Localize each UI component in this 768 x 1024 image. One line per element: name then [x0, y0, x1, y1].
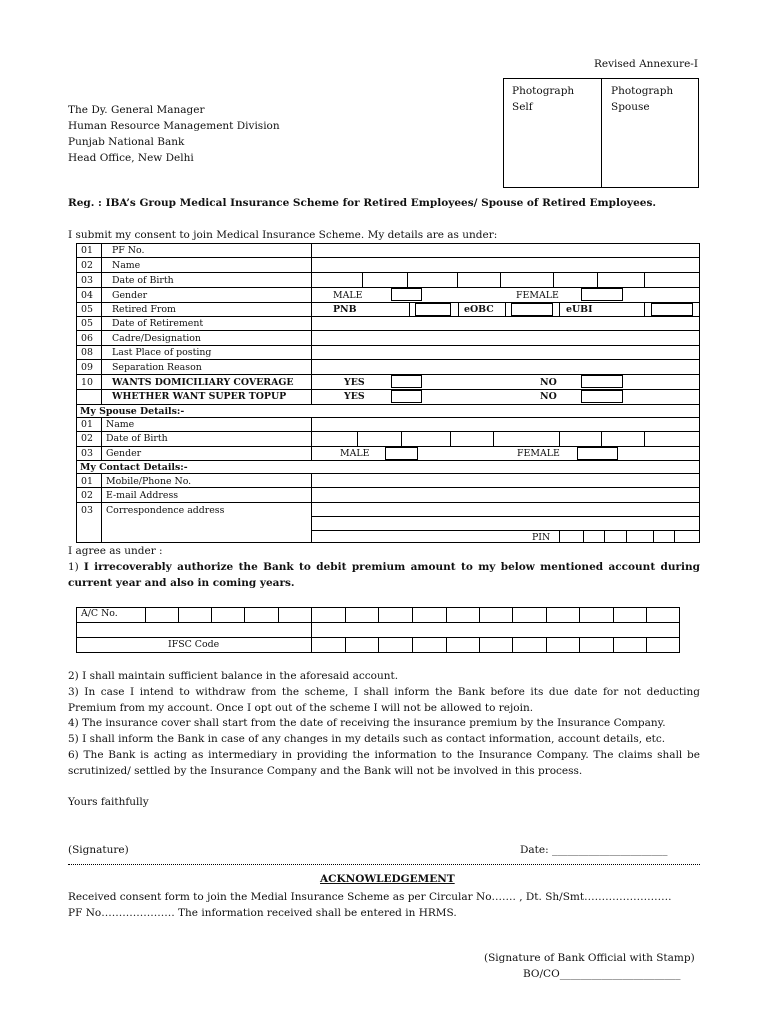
spouse-option-male: MALE — [340, 448, 370, 459]
row-no: 10 — [81, 377, 93, 388]
agree-heading: I agree as under : — [68, 545, 163, 557]
ac-no-label: A/C No. — [81, 608, 118, 619]
row-no: 02 — [81, 260, 93, 271]
option-eubi: eUBI — [566, 304, 593, 315]
addressee-block: The Dy. General Manager Human Resource Management Division Punjab National Bank Head Office, New Delhi — [68, 104, 280, 164]
option-pnb: PNB — [333, 304, 357, 315]
option-eobc: eOBC — [464, 304, 494, 315]
subject-line: Reg. : IBA’s Group Medical Insurance Scheme for Retired Employees/ Spouse of Retired Employees. — [68, 197, 657, 209]
clause-6: 6) The Bank is acting as intermediary in providing the information to the Insurance Company. The claims shall be scrutinized/ settled by the Insurance Company and the Bank will not be involved in this process. — [68, 749, 700, 777]
contact-label-address: Correspondence address — [106, 505, 225, 516]
row-no: 06 — [81, 333, 93, 344]
photo-spouse-label: Photograph Spouse — [611, 85, 674, 113]
option-female: FEMALE — [516, 290, 559, 301]
label-date-of-retirement: Date of Retirement — [112, 318, 204, 329]
male-checkbox[interactable] — [391, 288, 422, 301]
clause-5: 5) I shall inform the Bank in case of any changes in my details such as contact information, account details, etc. — [68, 733, 666, 745]
option-no: NO — [540, 391, 557, 402]
topup-yes-checkbox[interactable] — [391, 390, 422, 403]
pnb-checkbox[interactable] — [415, 303, 451, 316]
domiciliary-no-checkbox[interactable] — [581, 375, 623, 388]
clause-2: 2) I shall maintain sufficient balance in the aforesaid account. — [68, 670, 399, 682]
label-cadre: Cadre/Designation — [112, 333, 201, 344]
spouse-label-name: Name — [106, 419, 135, 430]
clause-4: 4) The insurance cover shall start from the date of receiving the insurance premium by the Insurance Company. — [68, 717, 666, 729]
official-signature: (Signature of Bank Official with Stamp) — [484, 952, 695, 964]
ifsc-label: IFSC Code — [168, 639, 220, 650]
ack-line-2: PF No………………… The information received shall be entered in HRMS. — [68, 907, 457, 919]
row-no: 05 — [81, 304, 93, 315]
bo-co-field: BO/CO_______________________ — [523, 968, 681, 980]
female-checkbox[interactable] — [581, 288, 623, 301]
annexure-label: Revised Annexure-I — [594, 58, 699, 70]
clause-1: 1) I irrecoverably authorize the Bank to debit premium amount to my below mentioned account during current year and also in coming years. — [68, 561, 700, 589]
label-super-topup: WHETHER WANT SUPER TOPUP — [112, 391, 287, 402]
option-yes: YES — [344, 377, 365, 388]
label-last-posting: Last Place of posting — [112, 347, 212, 358]
label-pf-no: PF No. — [112, 245, 145, 256]
spouse-heading: My Spouse Details:- — [80, 406, 185, 417]
spouse-female-checkbox[interactable] — [577, 447, 618, 460]
eobc-checkbox[interactable] — [511, 303, 553, 316]
row-no: 03 — [81, 275, 93, 286]
row-no: 04 — [81, 290, 93, 301]
contact-label-mobile: Mobile/Phone No. — [106, 476, 192, 487]
option-no: NO — [540, 377, 557, 388]
option-yes: YES — [344, 391, 365, 402]
intro-text: I submit my consent to join Medical Insurance Scheme. My details are as under: — [68, 229, 498, 241]
divider — [68, 864, 700, 865]
label-date-of-birth: Date of Birth — [112, 275, 174, 286]
row-no: 02 — [81, 433, 93, 444]
pin-label: PIN — [532, 532, 551, 543]
row-no: 05 — [81, 318, 93, 329]
spouse-option-female: FEMALE — [517, 448, 560, 459]
ack-line-1: Received consent form to join the Medial Insurance Scheme as per Circular No……. , Dt. Sh/Smt……………………. — [68, 891, 672, 903]
row-no: 02 — [81, 490, 93, 501]
label-gender: Gender — [112, 290, 148, 301]
domiciliary-yes-checkbox[interactable] — [391, 375, 422, 388]
label-separation-reason: Separation Reason — [112, 362, 202, 373]
topup-no-checkbox[interactable] — [581, 390, 623, 403]
row-no: 09 — [81, 362, 93, 373]
label-domiciliary: WANTS DOMICILIARY COVERAGE — [112, 377, 294, 388]
ack-title: ACKNOWLEDGEMENT — [320, 873, 455, 885]
row-no: 03 — [81, 448, 93, 459]
row-no: 01 — [81, 476, 93, 487]
row-no: 01 — [81, 245, 93, 256]
clause-3: 3) In case I intend to withdraw from the scheme, I shall inform the Bank before its due date for not deducting Premium from my account. Once I opt out of the scheme I will not be allowed to rejoin. — [68, 686, 700, 714]
signature-label: (Signature) — [68, 844, 129, 856]
option-male: MALE — [333, 290, 363, 301]
eubi-checkbox[interactable] — [651, 303, 693, 316]
photo-self-label: Photograph Self — [512, 85, 575, 113]
date-label: Date: ______________________ — [520, 844, 668, 856]
row-no: 01 — [81, 419, 93, 430]
label-retired-from: Retired From — [112, 304, 176, 315]
row-no: 08 — [81, 347, 93, 358]
spouse-label-gender: Gender — [106, 448, 142, 459]
row-no: 03 — [81, 505, 93, 516]
label-name: Name — [112, 260, 141, 271]
contact-heading: My Contact Details:- — [80, 462, 188, 473]
contact-label-email: E-mail Address — [106, 490, 179, 501]
spouse-male-checkbox[interactable] — [385, 447, 418, 460]
closing: Yours faithfully — [68, 796, 149, 808]
spouse-label-dob: Date of Birth — [106, 433, 168, 444]
